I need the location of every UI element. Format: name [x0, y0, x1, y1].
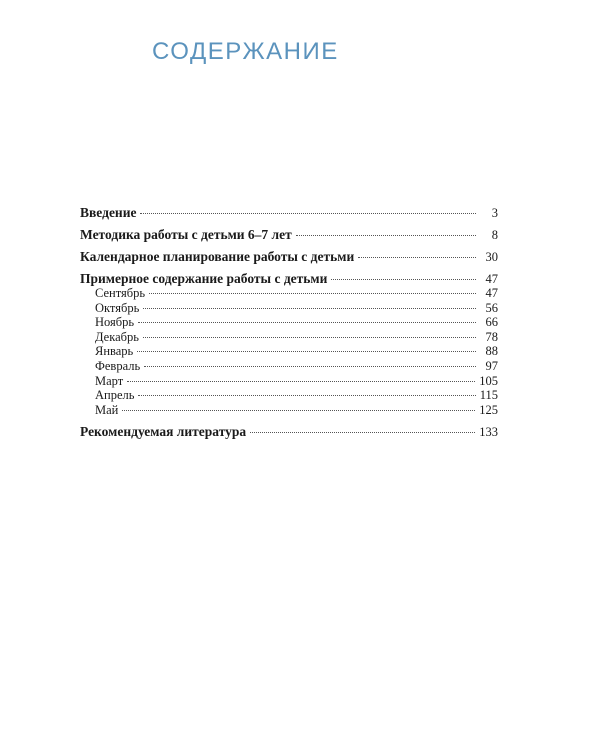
dot-leader: [250, 432, 475, 433]
dot-leader: [143, 337, 476, 338]
dot-leader: [331, 279, 476, 280]
toc-page-number: 56: [485, 300, 498, 315]
toc-subentry-label: Сентябрь: [95, 286, 146, 300]
toc-page-number: 78: [485, 329, 498, 344]
dot-leader: [140, 213, 476, 214]
toc-entry-label: Календарное планирование работы с детьми: [80, 249, 355, 264]
toc-subentry-label: Май: [95, 402, 119, 417]
toc-subentry-march[interactable]: [80, 374, 498, 389]
toc-page-number: 133: [479, 425, 498, 440]
toc-subentry-february[interactable]: [80, 359, 498, 374]
dot-leader: [138, 395, 475, 396]
dot-leader: [127, 381, 475, 382]
toc-subentry-december[interactable]: [80, 330, 498, 345]
toc-entry-label: Методика работы с детьми 6–7 лет: [80, 227, 292, 242]
toc-entry-recommended-literature[interactable]: [80, 425, 498, 439]
toc-page-number: 97: [485, 358, 498, 373]
toc-entry-calendar-planning[interactable]: [80, 250, 498, 264]
toc-page-number: 47: [485, 286, 498, 300]
toc-page-number: 115: [479, 388, 498, 403]
toc-subentry-may[interactable]: [80, 403, 498, 418]
toc-subentry-september[interactable]: [80, 286, 498, 301]
toc-subentry-label: Декабрь: [95, 329, 139, 344]
toc-subentry-label: Март: [95, 373, 124, 388]
toc-subentry-label: Январь: [95, 344, 134, 359]
toc-entry-label: Примерное содержание работы с детьми: [80, 271, 328, 286]
dot-leader: [122, 410, 475, 411]
dot-leader: [137, 351, 476, 352]
toc-page-number: 47: [485, 272, 498, 286]
toc-subentry-january[interactable]: [80, 344, 498, 359]
toc-entry-methodology[interactable]: [80, 228, 498, 242]
dot-leader: [358, 257, 476, 258]
toc-page-number: 3: [491, 206, 498, 220]
dot-leader: [144, 366, 476, 367]
toc-subentry-label: Октябрь: [95, 300, 140, 315]
toc-subentry-label: Ноябрь: [95, 315, 135, 330]
dot-leader: [138, 322, 476, 323]
toc-subentry-label: Февраль: [95, 358, 141, 373]
page-title: СОДЕРЖАНИЕ: [152, 38, 339, 65]
dot-leader: [143, 308, 476, 309]
dot-leader: [149, 293, 476, 294]
toc-subentry-november[interactable]: [80, 315, 498, 330]
toc-page-number: 88: [485, 344, 498, 359]
toc-subentry-october[interactable]: [80, 301, 498, 316]
toc-page-number: 105: [479, 373, 498, 388]
dot-leader: [296, 235, 476, 236]
toc-page-number: 30: [485, 250, 498, 264]
toc-entry-label: Рекомендуемая литература: [80, 424, 247, 440]
toc-subentry-april[interactable]: [80, 388, 498, 403]
toc-page-number: 8: [491, 228, 498, 242]
table-of-contents: [80, 206, 498, 447]
toc-page-number: 66: [485, 315, 498, 330]
toc-entry-introduction[interactable]: [80, 206, 498, 220]
toc-subentry-label: Апрель: [95, 388, 135, 403]
toc-page-number: 125: [479, 402, 498, 417]
toc-entry-sample-content[interactable]: [80, 272, 498, 286]
toc-entry-label: Введение: [80, 205, 137, 220]
